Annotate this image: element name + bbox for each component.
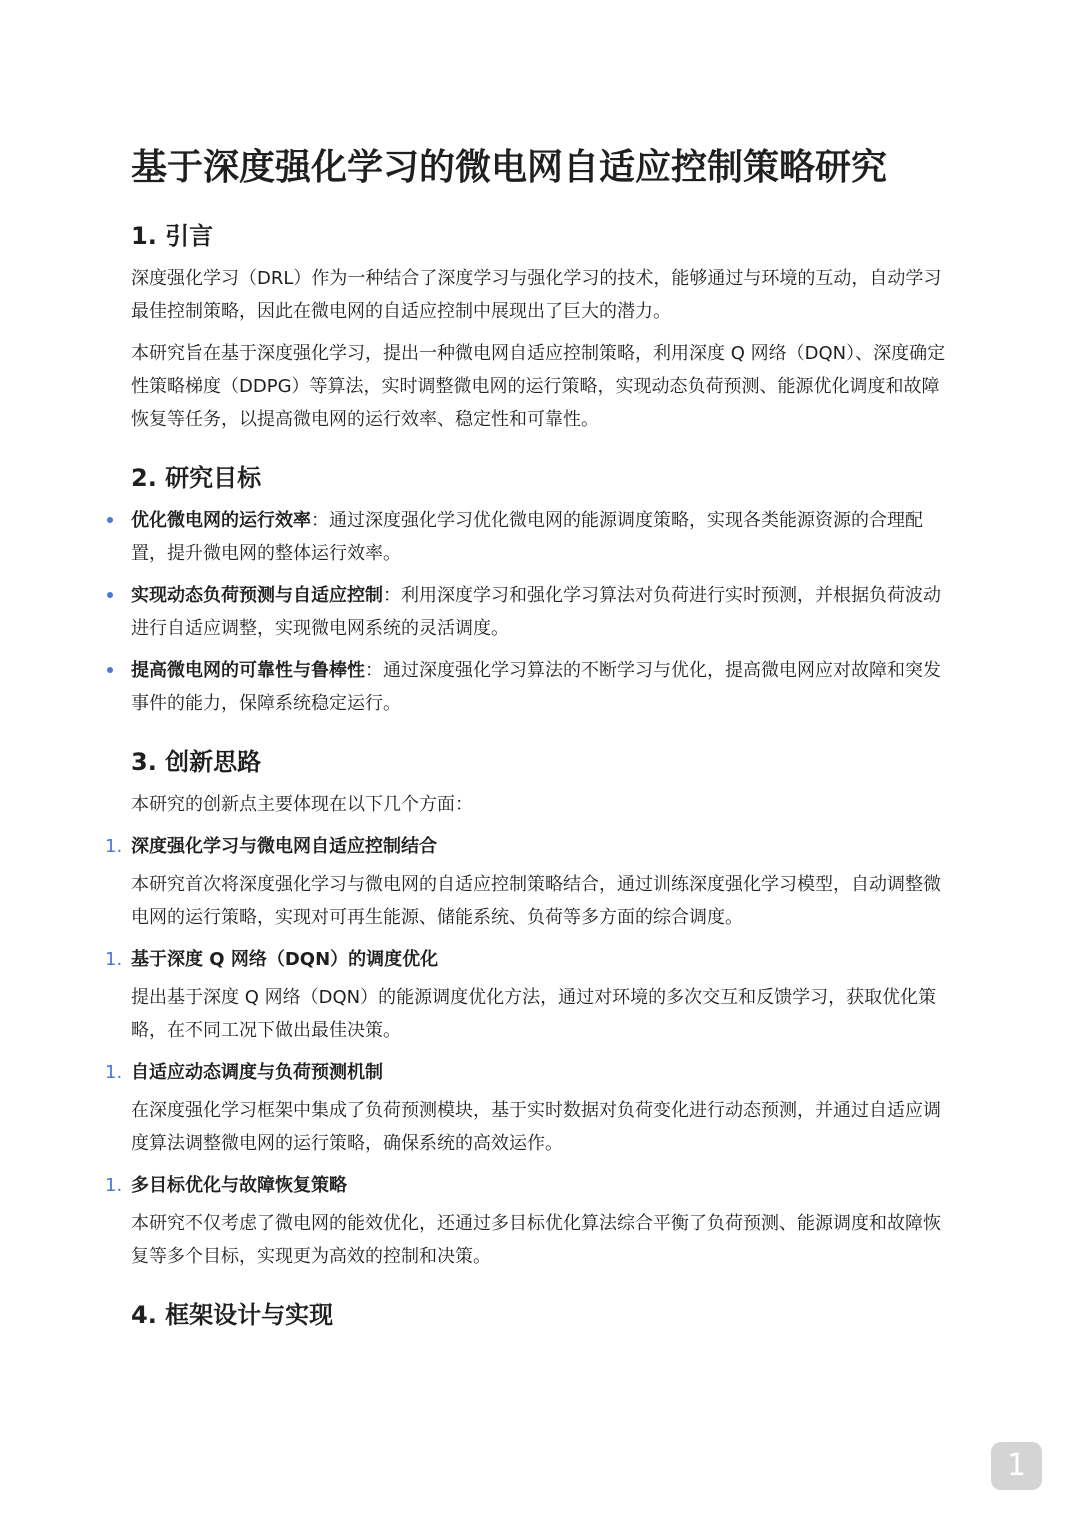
item-body: 本研究首次将深度强化学习与微电网的自适应控制策略结合，通过训练深度强化学习模型，自动调整微电网的运行策略，实现对可再生能源、储能系统、负荷等多方面的综合调度。 [131,874,941,928]
bullet-icon [107,517,113,523]
section-intro: 本研究的创新点主要体现在以下几个方面： [131,794,473,815]
section-framework [131,1295,953,1335]
item-title: 自适应动态调度与负荷预测机制 [131,1062,383,1083]
bullet-text: ：通过深度强化学习算法的不断学习与优化，提高微电网应对故障和突发事件的能力，保障系统稳定运行。 [131,660,941,714]
section-introduction [131,216,953,436]
list-number: 1. [105,1175,123,1196]
item-body: 提出基于深度 Q 网络（DQN）的能源调度优化方法，通过对环境的多次交互和反馈学习，获取优化策略，在不同工况下做出最佳决策。 [131,987,937,1041]
numbered-item-title [105,1056,953,1089]
item-title: 深度强化学习与微电网自适应控制结合 [131,836,437,857]
list-number: 1. [105,1062,123,1083]
bullet-text: ：利用深度学习和强化学习算法对负荷进行实时预测，并根据负荷波动进行自适应调整，实现微电网系统的灵活调度。 [131,585,941,639]
bullet-text: ：通过深度强化学习优化微电网的能源调度策略，实现各类能源资源的合理配置，提升微电网的整体运行效率。 [131,510,923,564]
bullet-term: 提高微电网的可靠性与鲁棒性 [131,660,365,681]
item-body: 本研究不仅考虑了微电网的能效优化，还通过多目标优化算法综合平衡了负荷预测、能源调度和故障恢复等多个目标，实现更为高效的控制和决策。 [131,1213,941,1267]
numbered-item-title [105,830,953,863]
page-number-badge: 1 [991,1442,1042,1490]
item-title: 基于深度 Q 网络（DQN）的调度优化 [131,949,439,970]
list-number: 1. [105,836,123,857]
section-research-goals [131,458,953,720]
paragraph: 本研究旨在基于深度强化学习，提出一种微电网自适应控制策略，利用深度 Q 网络（DQN）、深度确定性策略梯度（DDPG）等算法，实时调整微电网的运行策略，实现动态负荷预测、能源优化调度和故障恢复等任务，以提高微电网的运行效率、稳定性和可靠性。 [131,343,946,430]
item-title: 多目标优化与故障恢复策略 [131,1175,347,1196]
bullet-list [131,504,953,720]
numbered-item-title [105,943,953,976]
list-item [131,654,953,720]
item-body: 在深度强化学习框架中集成了负荷预测模块，基于实时数据对负荷变化进行动态预测，并通过自适应调度算法调整微电网的运行策略，确保系统的高效运作。 [131,1100,941,1154]
section-heading: 2. 研究目标 [131,464,262,492]
section-innovation [105,742,953,1273]
list-item [131,579,953,645]
bullet-icon [107,667,113,673]
list-item [131,504,953,570]
document-title: 基于深度强化学习的微电网自适应控制策略研究 [131,147,888,188]
list-number: 1. [105,949,123,970]
section-heading: 4. 框架设计与实现 [131,1301,334,1329]
paragraph: 深度强化学习（DRL）作为一种结合了深度学习与强化学习的技术，能够通过与环境的互动，自动学习最佳控制策略，因此在微电网的自适应控制中展现出了巨大的潜力。 [131,268,942,322]
section-heading: 1. 引言 [131,222,214,250]
bullet-term: 优化微电网的运行效率 [131,510,311,531]
section-heading: 3. 创新思路 [131,748,262,776]
document-page [105,140,953,1357]
bullet-icon [107,592,113,598]
numbered-item-title [105,1169,953,1202]
bullet-term: 实现动态负荷预测与自适应控制 [131,585,383,606]
